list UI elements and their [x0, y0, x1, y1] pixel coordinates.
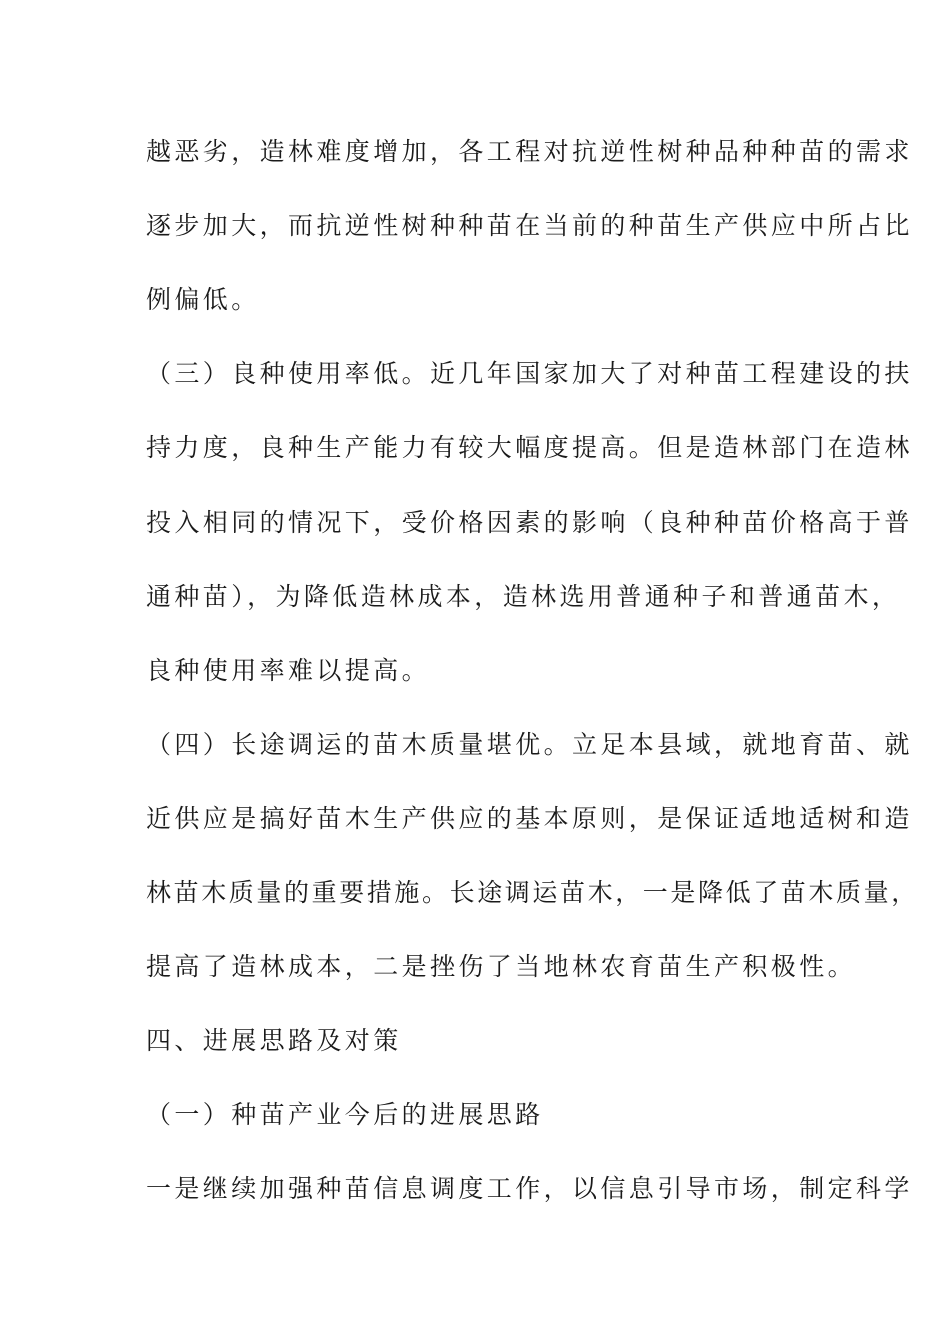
text-line: 林苗木质量的重要措施。长途调运苗木，一是降低了苗木质量， — [146, 878, 919, 907]
text-line: 通种苗），为降低造林成本，造林选用普通种子和普通苗木， — [146, 582, 901, 611]
text-line: 越恶劣，造林难度增加，各工程对抗逆性树种品种种苗的需求 — [146, 137, 913, 166]
text-line: 逐步加大，而抗逆性树种种苗在当前的种苗生产供应中所占比 — [146, 211, 913, 240]
text-line: （三）良种使用率低。近几年国家加大了对种苗工程建设的扶 — [146, 359, 913, 388]
text-line: （四）长途调运的苗木质量堪优。立足本县域，就地育苗、就 — [146, 730, 913, 759]
subsection-heading: （一）种苗产业今后的进展思路 — [146, 1100, 544, 1129]
text-line: 提高了造林成本，二是挫伤了当地林农育苗生产积极性。 — [146, 952, 857, 981]
text-line: 良种使用率难以提高。 — [146, 656, 431, 685]
section-heading: 四、进展思路及对策 — [146, 1026, 402, 1055]
text-line: 例偏低。 — [146, 285, 260, 314]
text-line: 投入相同的情况下，受价格因素的影响（良种种苗价格高于普 — [146, 508, 913, 537]
text-line: 近供应是搞好苗木生产供应的基本原则，是保证适地适树和造 — [146, 804, 913, 833]
text-line: 一是继续加强种苗信息调度工作，以信息引导市场，制定科学 — [146, 1174, 913, 1203]
text-line: 持力度，良种生产能力有较大幅度提高。但是造林部门在造林 — [146, 433, 913, 462]
